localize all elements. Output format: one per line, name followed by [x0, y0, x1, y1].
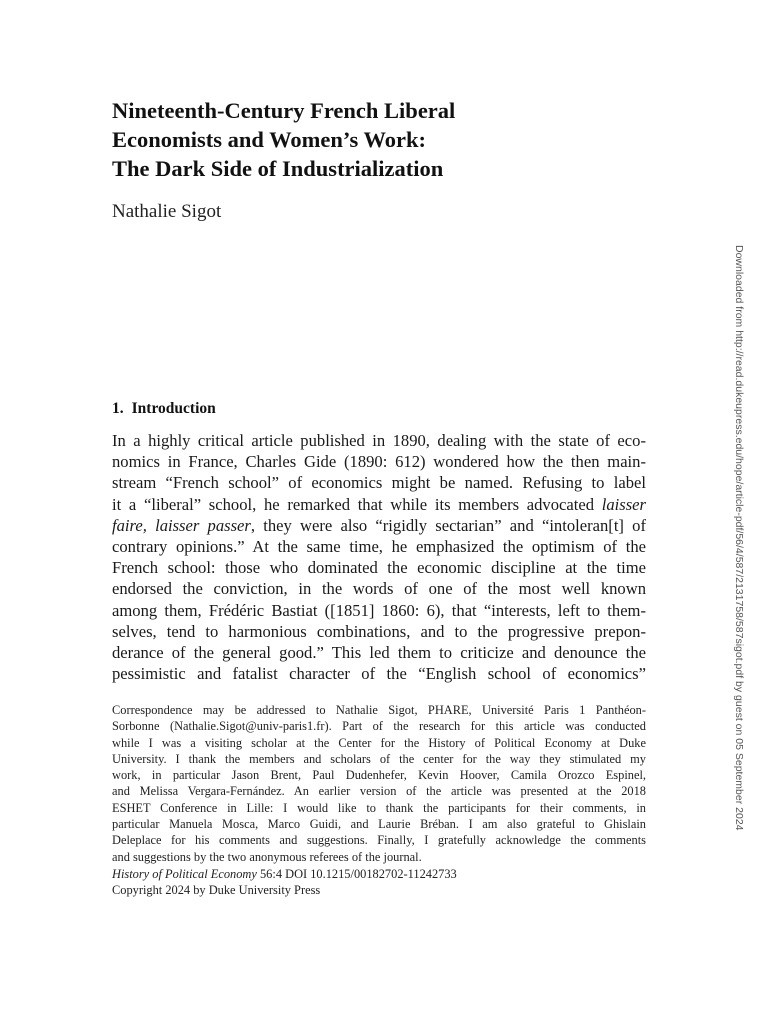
body-line: endorsed the conviction, in the words of one of the most well known — [112, 579, 646, 599]
body-line: nomics in France, Charles Gide (1890: 612) wondered how the then main- — [112, 452, 646, 472]
body-line: French school: those who dominated the economic discipline at the time — [112, 558, 646, 578]
section-heading — [112, 400, 216, 418]
footnote-line: work, in particular Jason Brent, Paul Dudenhefer, Kevin Hoover, Camila Orozco Espinel, — [112, 768, 646, 783]
journal-issue-doi: 56:4 DOI 10.1215/00182702-11242733 — [256, 867, 457, 881]
footnote-line: particular Manuela Mosca, Marco Guidi, and Laurie Bréban. I am also grateful to Ghislain — [112, 817, 646, 832]
footnote-line: Correspondence may be addressed to Nathalie Sigot, PHARE, Université Paris 1 Panthéon- — [112, 703, 646, 717]
footnote-line: and suggestions by the two anonymous referees of the journal. — [112, 849, 422, 864]
italic-term: faire, laisser passer — [112, 515, 251, 535]
body-line: derance of the general good.” This led them to criticize and denounce the — [112, 643, 646, 663]
italic-term: laisser — [601, 494, 646, 514]
body-paragraph — [112, 430, 646, 684]
footnote-line: Sorbonne (Nathalie.Sigot@univ-paris1.fr). Part of the research for this article was conducted — [112, 719, 646, 734]
footnote-line: and Melissa Vergara-Fernández. An earlier version of the article was presented at the 2018 — [112, 784, 646, 799]
footnote-line: ESHET Conference in Lille: I would like to thank the participants for their comments, in — [112, 800, 646, 815]
journal-name: History of Political Economy — [112, 867, 257, 881]
copyright-notice: Copyright 2024 by Duke University Press — [112, 883, 321, 898]
correspondence-footnote — [112, 702, 646, 865]
article-title — [112, 96, 646, 183]
section-title: Introduction — [131, 400, 216, 417]
journal-info — [112, 866, 646, 899]
body-line: stream “French school” of economics might be named. Refusing to label — [112, 473, 646, 493]
journal-citation — [112, 866, 646, 882]
body-line: pessimistic and fatalist character of the “English school of economics” — [112, 664, 646, 684]
body-line: faire, laisser passer, they were also “rigidly sectarian” and “intoleran[t] of — [112, 515, 646, 535]
section-number: 1. — [112, 400, 124, 417]
body-line: among them, Frédéric Bastiat ([1851] 1860: 6), that “interests, left to them- — [112, 600, 646, 620]
footnote-line: University. I thank the members and scholars of the center for the way they stimulated my — [112, 751, 646, 766]
author-name: Nathalie Sigot — [112, 201, 222, 222]
title-line: Economists and Women’s Work: — [112, 127, 427, 152]
footnote-line: while I was a visiting scholar at the Center for the History of Political Economy at Duke — [112, 735, 646, 750]
title-line: Nineteenth-Century French Liberal — [112, 98, 456, 123]
body-line: selves, tend to harmonious combinations, and to the progressive prepon- — [112, 621, 646, 641]
body-line: In a highly critical article published in 1890, dealing with the state of eco- — [112, 431, 646, 450]
download-watermark: Downloaded from http://read.dukeupress.edu/hope/article-pdf/56/4/587/2131758/587sigot.pdf by guest on 05 September 2024 — [733, 245, 745, 831]
footnote-line: Deleplace for his comments and suggestions. Finally, I gratefully acknowledge the comments — [112, 833, 646, 848]
body-line: contrary opinions.” At the same time, he emphasized the optimism of the — [112, 537, 646, 557]
title-block — [112, 96, 646, 223]
title-line: The Dark Side of Industrialization — [112, 156, 444, 181]
body-line: it a “liberal” school, he remarked that while its members advocated laisser — [112, 494, 646, 514]
